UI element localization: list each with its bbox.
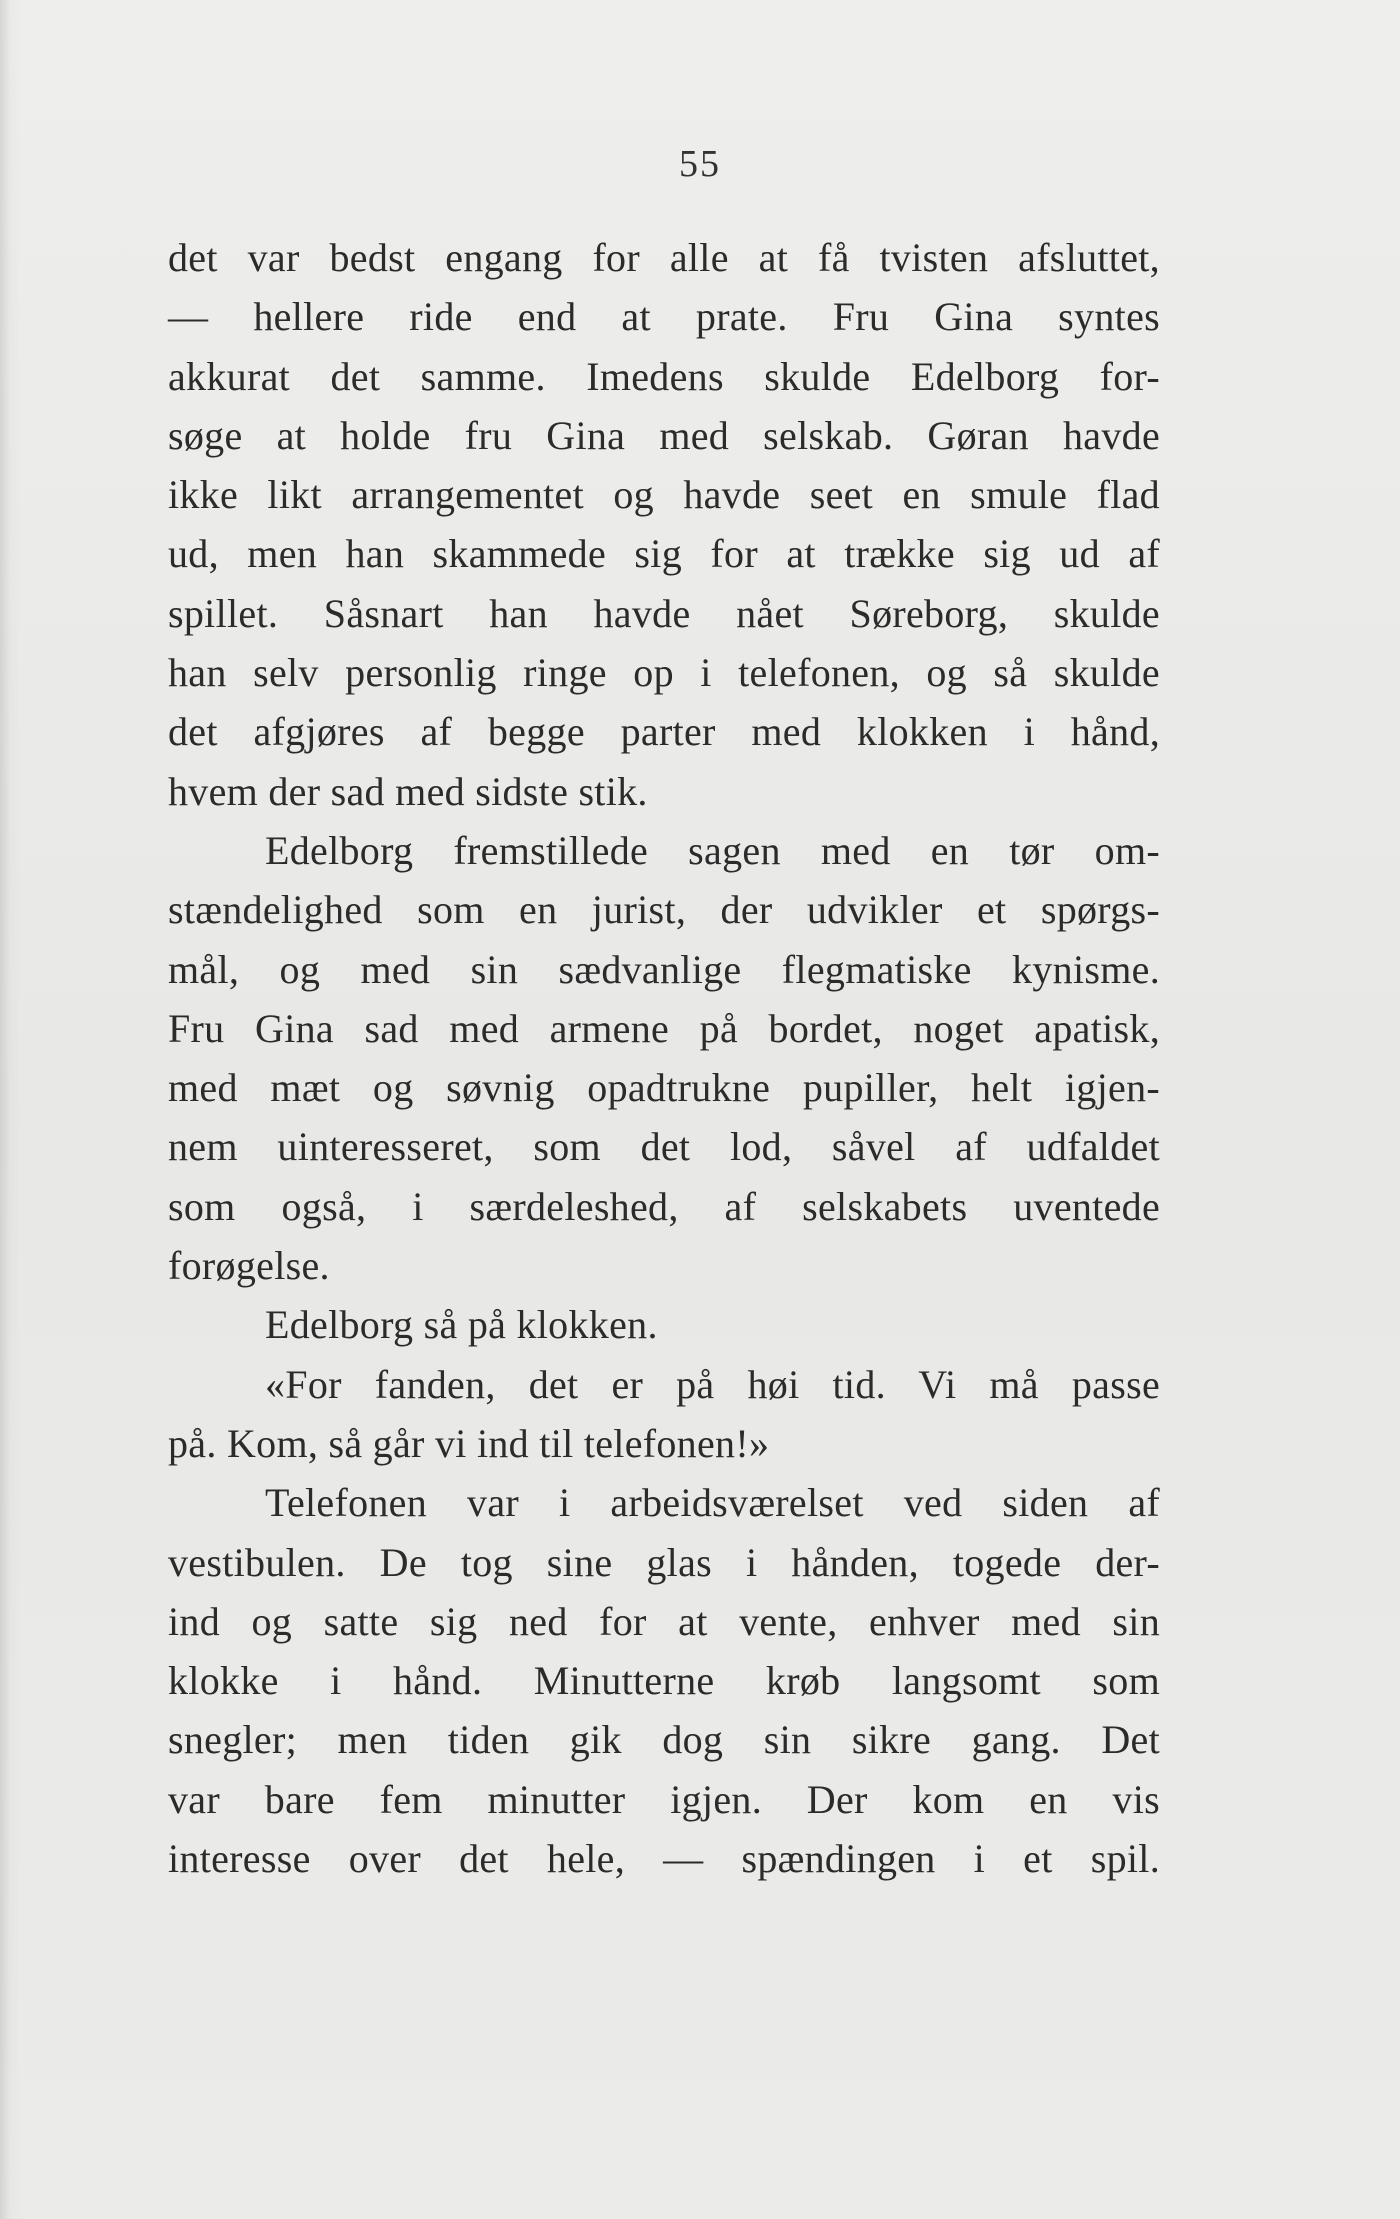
- text-line: «For fanden, det er på høi tid. Vi må passe: [265, 1361, 1160, 1407]
- text-line: nem uinteresseret, som det lod, såvel af udfaldet: [168, 1124, 1160, 1170]
- text-line: det var bedst engang for alle at få tvisten afsluttet,: [168, 235, 1160, 280]
- text-line: ud, men han skammede sig for at trække sig ud af: [168, 531, 1160, 577]
- text-line: med mæt og søvnig opadtrukne pupiller, helt igjen-: [168, 1065, 1160, 1111]
- text-line: interesse over det hele, — spændingen i et spil.: [168, 1836, 1160, 1882]
- text-line: Fru Gina sad med armene på bordet, noget apatisk,: [168, 1005, 1160, 1051]
- text-line: forøgelse.: [168, 1243, 330, 1289]
- text-line: hvem der sad med sidste stik.: [168, 768, 648, 814]
- text-line: var bare fem minutter igjen. Der kom en vis: [168, 1776, 1160, 1822]
- text-line: Edelborg fremstillede sagen med en tør om-: [265, 827, 1160, 873]
- text-line: Telefonen var i arbeidsværelset ved siden af: [265, 1480, 1160, 1526]
- text-line: på. Kom, så går vi ind til telefonen!»: [168, 1420, 770, 1466]
- text-line: akkurat det samme. Imedens skulde Edelborg for-: [168, 353, 1160, 399]
- text-line: — hellere ride end at prate. Fru Gina syntes: [168, 294, 1160, 340]
- text-line: ind og satte sig ned for at vente, enhver med sin: [168, 1598, 1160, 1644]
- page-number: 55: [679, 143, 721, 185]
- text-line: vestibulen. De tog sine glas i hånden, togede der-: [168, 1539, 1160, 1585]
- text-line: mål, og med sin sædvanlige flegmatiske kynisme.: [168, 946, 1160, 992]
- text-line: ikke likt arrangementet og havde seet en smule flad: [168, 472, 1160, 518]
- text-line: spillet. Såsnart han havde nået Søreborg, skulde: [168, 590, 1160, 636]
- text-line: klokke i hånd. Minutterne krøb langsomt som: [168, 1658, 1160, 1704]
- text-line: Edelborg så på klokken.: [265, 1302, 658, 1348]
- text-line: snegler; men tiden gik dog sin sikre gang. Det: [168, 1717, 1160, 1763]
- text-line: søge at holde fru Gina med selskab. Gøran havde: [168, 412, 1160, 458]
- text-line: som også, i særdeleshed, af selskabets uventede: [168, 1183, 1160, 1229]
- body-text: [168, 228, 1160, 1888]
- text-line: han selv personlig ringe op i telefonen, og så skulde: [168, 650, 1160, 696]
- text-line: stændelighed som en jurist, der udvikler et spørgs-: [168, 887, 1160, 933]
- text-line: det afgjøres af begge parter med klokken i hånd,: [168, 709, 1160, 755]
